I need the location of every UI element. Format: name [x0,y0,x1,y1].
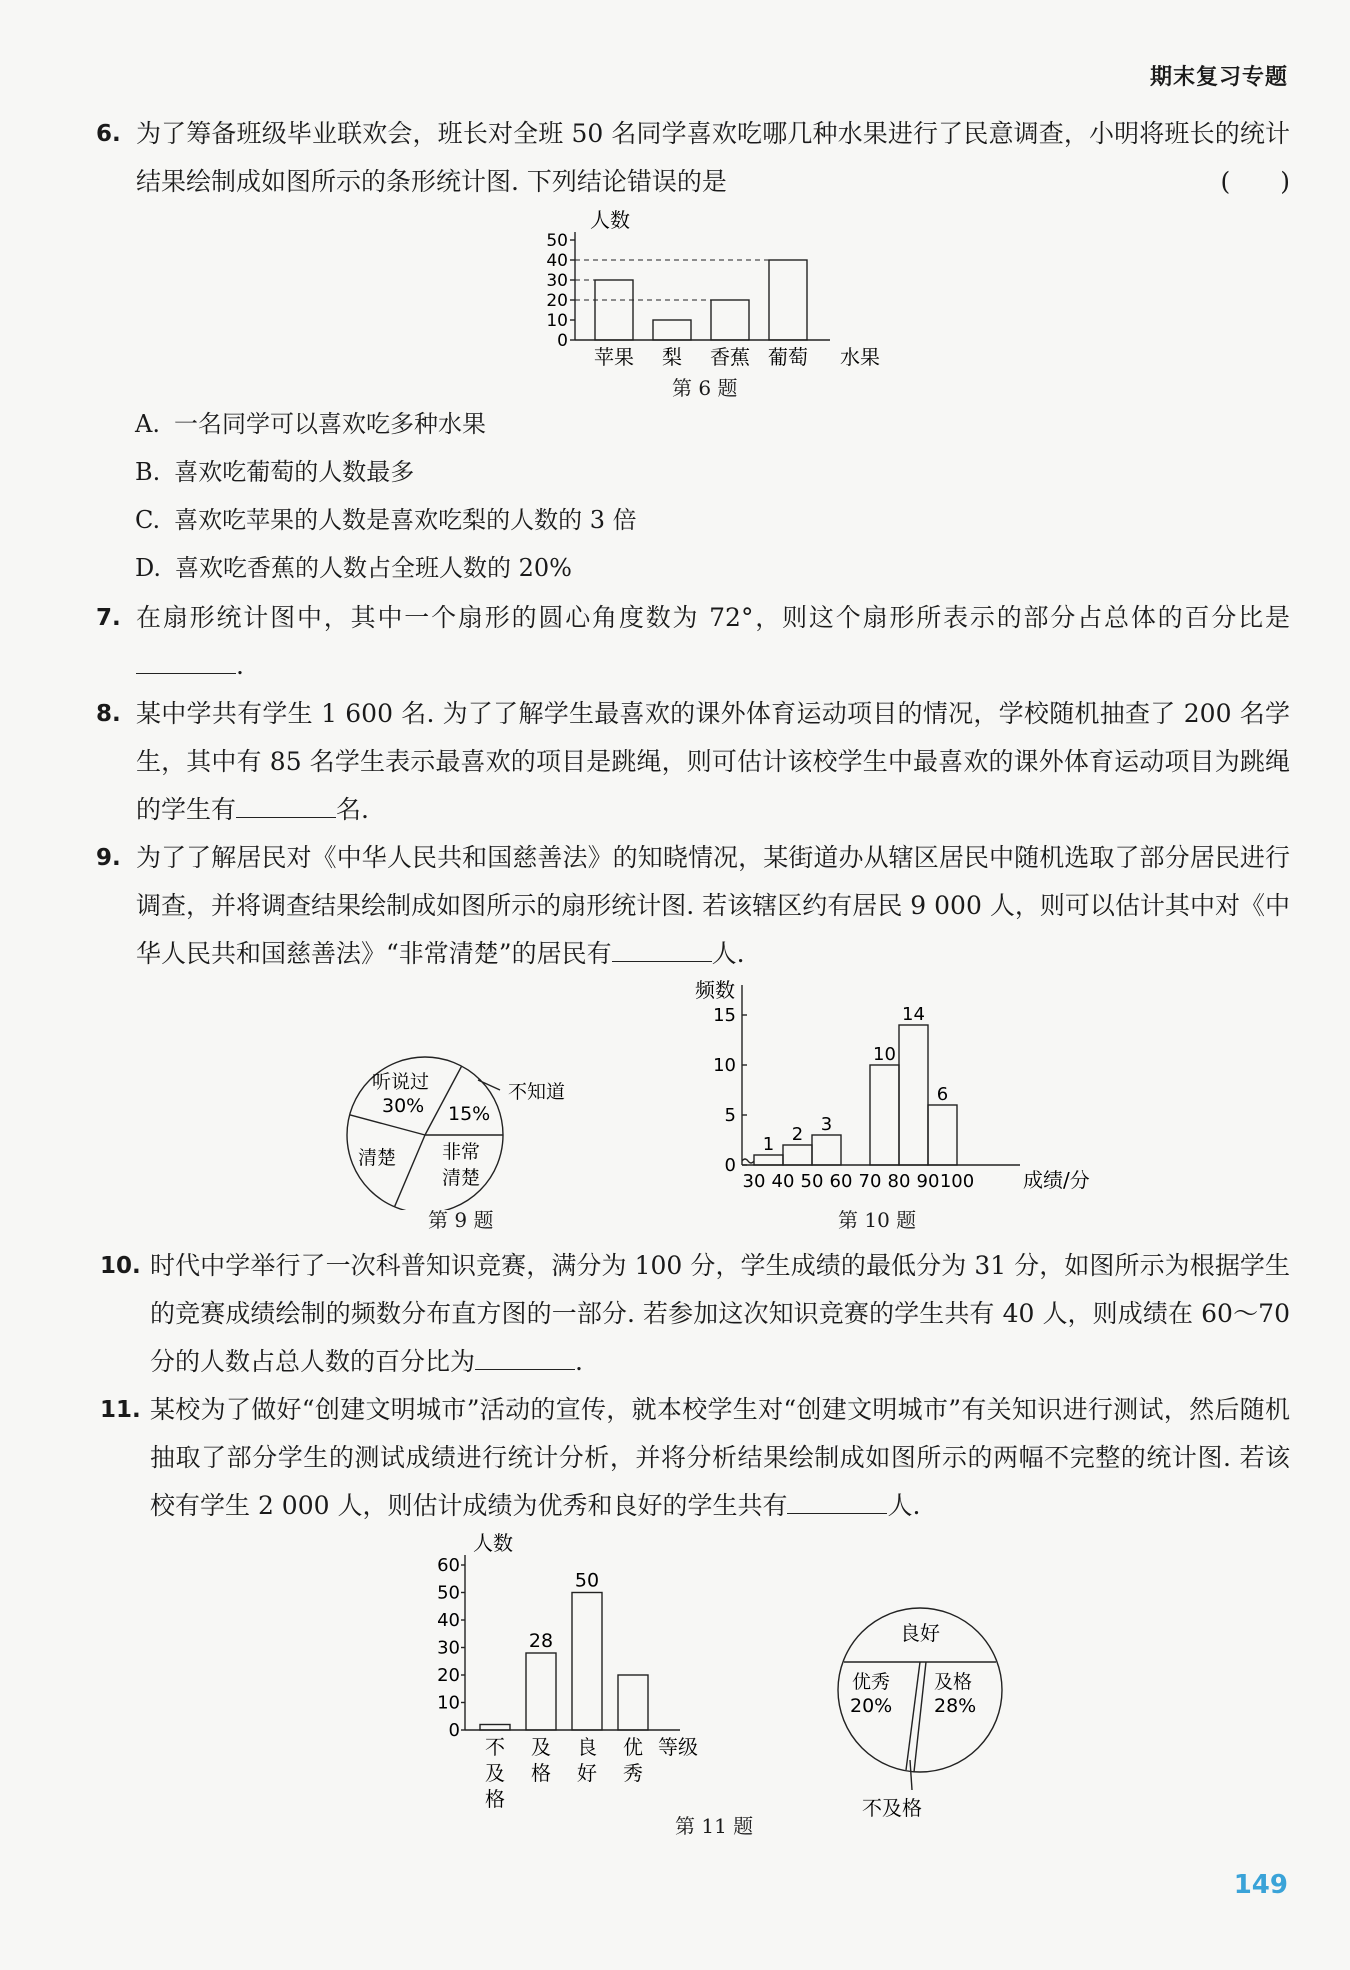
data-label: 50 [574,1569,600,1592]
bar [526,1653,556,1730]
section-header: 期末复习专题 [1149,65,1288,90]
pie-label: 清楚 [358,1147,397,1169]
question-9 [96,834,1290,978]
bar [812,1135,841,1165]
pie-label: 良好 [900,1621,940,1645]
y-axis-label: 频数 [695,978,735,1002]
pie-value: 15% [448,1103,491,1125]
option-text: 一名同学可以喜欢吃多种水果 [173,410,486,438]
q11-pie-chart [830,1600,1030,1820]
figure-caption-6: 第 6 题 [672,376,738,400]
question-10 [100,1242,1290,1386]
y-tick-label: 50 [437,1582,460,1604]
data-label: 3 [820,1114,833,1135]
q6-bar-chart [520,205,880,375]
x-tick-label: 秀 [623,1761,643,1785]
y-tick-label: 30 [546,271,568,291]
x-tick-label: 苹果 [594,345,634,369]
y-tick-label: 30 [437,1637,460,1659]
q11-bar-chart [415,1528,735,1818]
option-c[interactable] [135,500,637,540]
answer-blank[interactable] [612,931,712,962]
option-a[interactable] [135,404,486,444]
bar [783,1145,812,1165]
leader-line [910,1760,912,1790]
option-letter: B. [135,458,161,486]
question-text-end: . [236,651,244,680]
page-number: 149 [1233,1870,1288,1900]
data-label: 14 [902,1004,925,1025]
pie-slice-border [395,1135,425,1207]
question-number: 11. [100,1397,141,1423]
bar [899,1025,928,1165]
pie-label: 不及格 [862,1796,922,1820]
question-number: 6. [96,121,121,147]
x-tick-label: 梨 [662,345,682,369]
question-11 [100,1386,1290,1530]
pie-label: 听说过 [372,1071,430,1093]
question-number: 10. [100,1253,141,1279]
answer-blank[interactable] [236,787,336,818]
x-tick-label: 100 [939,1171,975,1192]
pie-value: 30% [382,1095,425,1117]
option-text: 喜欢吃香蕉的人数占全班人数的 20% [175,554,572,582]
y-tick-label: 10 [546,311,568,331]
option-letter: D. [135,554,162,582]
data-label: 10 [873,1044,896,1065]
x-tick-label: 90 [916,1171,940,1192]
question-text: 某校为了做好“创建文明城市”活动的宣传，就本校学生对“创建文明城市”有关知识进行测试，然后随机抽取了部分学生的测试成绩进行统计分析，并将分析结果绘制成如图所示的两幅不完整的统计图. 若该校有学生 2 000 人，则估计成绩为优秀和良好的学生共有 [150,1395,1290,1520]
question-6 [96,110,1290,206]
answer-blank[interactable] [136,643,236,674]
bar [572,1593,602,1731]
x-axis-label: 水果 [840,345,880,369]
y-axis-label: 人数 [473,1531,513,1555]
y-tick-label: 0 [724,1155,736,1176]
question-8 [96,690,1290,834]
pie-slice-border [350,1115,425,1135]
pie-value: 28% [934,1695,977,1717]
option-letter: C. [135,506,161,534]
y-tick-label: 10 [713,1055,736,1076]
bar [711,300,749,340]
question-text-end: . [575,1347,583,1376]
x-tick-label: 及 [485,1761,505,1785]
y-tick-label: 20 [546,291,568,311]
x-axis-label: 等级 [658,1735,698,1759]
question-number: 8. [96,701,121,727]
answer-blank[interactable] [787,1483,887,1514]
pie-label: 不知道 [508,1081,566,1103]
data-label: 2 [791,1124,804,1145]
option-text: 喜欢吃苹果的人数是喜欢吃梨的人数的 3 倍 [174,506,637,534]
x-tick-label: 优 [623,1735,643,1759]
pie-label: 清楚 [442,1167,481,1189]
question-number: 7. [96,605,121,631]
y-tick-label: 40 [546,251,568,271]
question-text: 为了筹备班级毕业联欢会，班长对全班 50 名同学喜欢吃哪几种水果进行了民意调查，小明将班长的统计结果绘制成如图所示的条形统计图. 下列结论错误的是 [136,119,1290,196]
question-text: 时代中学举行了一次科普知识竞赛，满分为 100 分，学生成绩的最低分为 31 分，如图所示为根据学生的竞赛成绩绘制的频数分布直方图的一部分. 若参加这次知识竞赛的学生共有 40 人，则成绩在 60～70 分的人数占总人数的百分比为 [150,1251,1290,1376]
x-tick-label: 不 [485,1735,505,1759]
x-tick-label: 香蕉 [710,345,750,369]
question-text-end: 名. [336,795,369,824]
pie-label: 及格 [934,1671,973,1693]
option-text: 喜欢吃葡萄的人数最多 [174,458,415,486]
y-tick-label: 10 [437,1692,460,1714]
bar [928,1105,957,1165]
y-tick-label: 40 [437,1610,460,1631]
question-text: 为了了解居民对《中华人民共和国慈善法》的知晓情况，某街道办从辖区居民中随机选取了部分居民进行调查，并将调查结果绘制成如图所示的扇形统计图. 若该辖区约有居民 9 000 人，则可以估计其中对《中华人民共和国慈善法》“非常清楚”的居民有 [136,843,1290,968]
answer-blank[interactable] [475,1339,575,1370]
bar [769,260,807,340]
bar [480,1725,510,1731]
question-text: 某中学共有学生 1 600 名. 为了了解学生最喜欢的课外体育运动项目的情况，学校随机抽查了 200 名学生，其中有 85 名学生表示最喜欢的项目是跳绳，则可估计该校学生中最喜欢的课外体育运动项目为跳绳的学生有 [136,699,1290,824]
x-tick-label: 良 [577,1735,597,1759]
x-tick-label: 葡萄 [768,345,808,369]
x-tick-label: 60 [829,1171,853,1192]
option-letter: A. [135,410,160,438]
y-tick-label: 0 [448,1720,460,1741]
bar [754,1155,783,1165]
figure-caption-11: 第 11 题 [675,1814,754,1838]
bar [870,1065,899,1165]
bar [618,1675,648,1730]
pie-slice-border [906,1662,920,1770]
pie-value: 20% [850,1695,893,1717]
x-tick-label: 30 [742,1171,766,1192]
y-tick-label: 50 [546,231,568,251]
y-tick-label: 0 [557,331,568,351]
data-label: 1 [762,1134,775,1155]
y-tick-label: 15 [713,1005,736,1026]
bar [653,320,691,340]
pie-slice-border [914,1662,926,1772]
question-text-end: 人. [711,939,745,968]
x-tick-label: 50 [800,1171,824,1192]
axis-break [742,1159,754,1163]
x-axis-label: 成绩/分 [1023,1168,1090,1192]
y-tick-label: 5 [724,1105,736,1126]
x-tick-label: 70 [858,1171,882,1192]
x-tick-label: 格 [531,1761,551,1785]
x-tick-label: 80 [887,1171,911,1192]
question-number: 9. [96,845,121,871]
x-tick-label: 40 [771,1171,795,1192]
x-tick-label: 及 [531,1735,551,1759]
leader-line [478,1080,500,1090]
y-axis-label: 人数 [590,208,630,232]
x-tick-label: 好 [577,1761,597,1785]
question-text-end: 人. [887,1491,921,1520]
question-7 [96,594,1290,690]
data-label: 6 [936,1084,949,1105]
pie-label: 非常 [442,1141,481,1163]
bar [595,280,633,340]
figure-caption-9: 第 9 题 [428,1208,494,1232]
option-b[interactable] [135,452,414,492]
figure-caption-10: 第 10 题 [838,1208,917,1232]
question-text: 在扇形统计图中，其中一个扇形的圆心角度数为 72°，则这个扇形所表示的部分占总体的百分比是 [136,603,1290,632]
y-tick-label: 60 [437,1555,460,1576]
data-label: 28 [528,1630,554,1652]
x-tick-label: 格 [485,1787,505,1811]
q10-histogram [680,975,1100,1205]
y-tick-label: 20 [437,1665,460,1686]
option-d[interactable] [135,548,572,588]
pie-label: 优秀 [852,1671,891,1693]
answer-paren[interactable]: ( ) [1220,167,1290,196]
q9-pie-chart [330,1040,610,1210]
